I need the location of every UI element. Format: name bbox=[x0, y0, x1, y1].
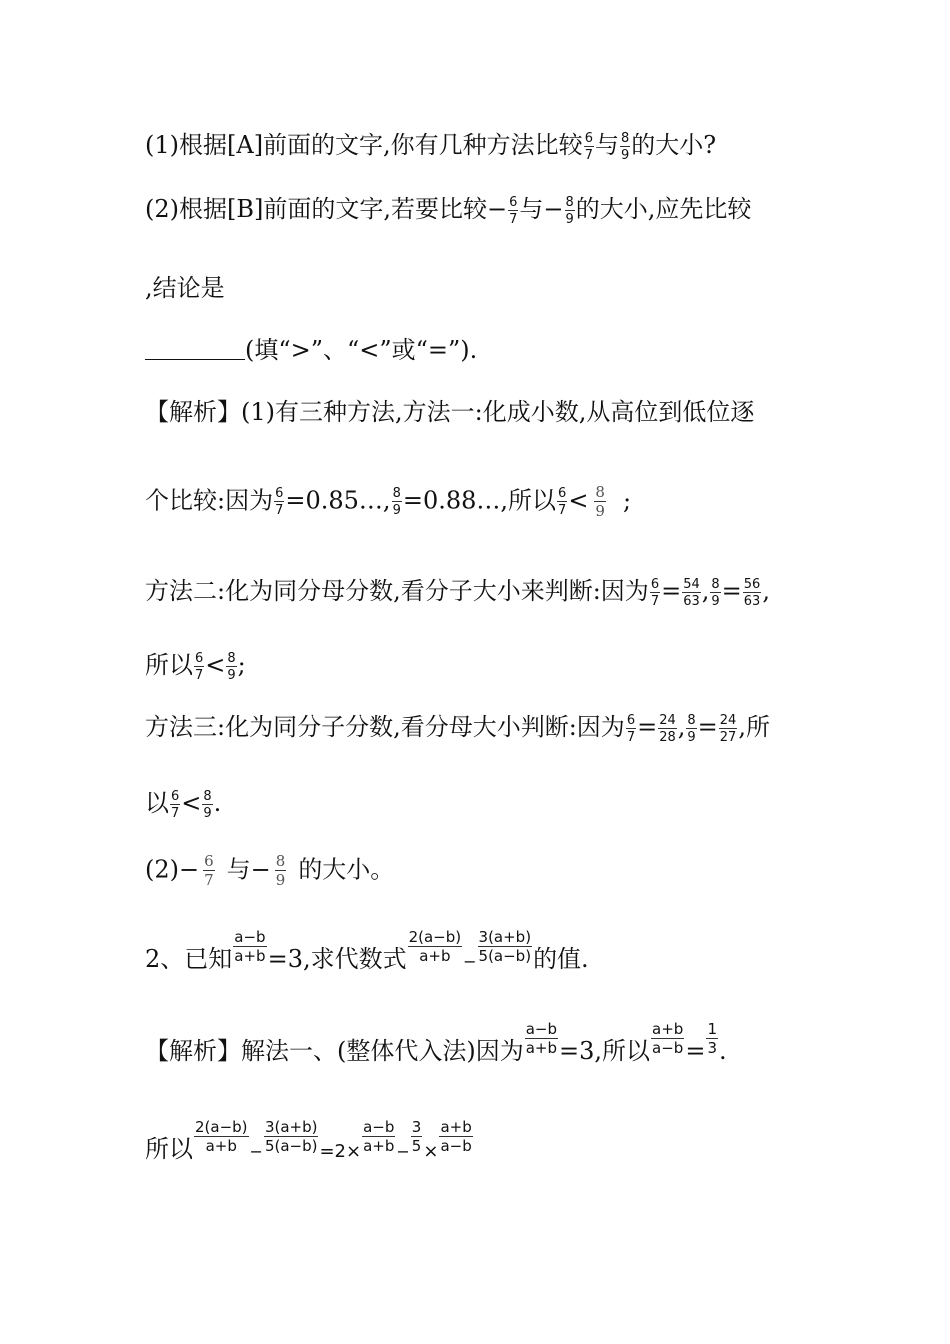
solution1-line1: 【解析】(1)有三种方法,方法一:化成小数,从高位到低位逐 bbox=[145, 398, 755, 426]
q1-fill-in bbox=[145, 335, 477, 365]
text: ; bbox=[622, 486, 632, 515]
denominator: 3 bbox=[707, 1039, 717, 1057]
numerator: 8 bbox=[595, 483, 605, 501]
fraction bbox=[392, 487, 402, 517]
numerator: a−b bbox=[363, 1118, 395, 1136]
numerator: 24 bbox=[659, 712, 676, 728]
numerator: 8 bbox=[275, 852, 286, 870]
text: 个比较:因为 bbox=[145, 486, 274, 515]
fraction bbox=[411, 1120, 423, 1154]
text: . bbox=[213, 789, 222, 817]
denominator: 9 bbox=[275, 871, 286, 889]
numerator: a−b bbox=[234, 928, 266, 946]
numerator: 6 bbox=[171, 788, 180, 804]
denominator: 9 bbox=[687, 729, 696, 745]
answer-blank[interactable] bbox=[145, 337, 245, 360]
denominator: 7 bbox=[584, 147, 593, 163]
numerator: 1 bbox=[707, 1020, 717, 1038]
numerator: 56 bbox=[743, 576, 761, 592]
fraction bbox=[233, 930, 266, 964]
numerator: 6 bbox=[204, 852, 214, 870]
numerator: 6 bbox=[275, 486, 284, 501]
text: =3,所以 bbox=[559, 1037, 651, 1065]
fraction bbox=[203, 854, 215, 888]
fraction bbox=[525, 1022, 558, 1056]
fraction bbox=[594, 485, 606, 519]
numerator: 6 bbox=[195, 650, 204, 666]
fraction bbox=[226, 652, 236, 682]
solution2-line2 bbox=[145, 1120, 474, 1167]
numerator: 54 bbox=[683, 576, 700, 592]
text: 以 bbox=[145, 789, 169, 817]
fraction bbox=[202, 790, 212, 820]
numerator: 8 bbox=[392, 486, 401, 501]
text: = bbox=[661, 577, 682, 605]
numerator: 3(a+b) bbox=[264, 1118, 318, 1136]
fraction bbox=[682, 578, 701, 608]
text: 与− bbox=[226, 855, 271, 884]
denominator: 7 bbox=[275, 503, 284, 518]
text: =0.88…,所以 bbox=[402, 486, 557, 515]
text: ,所 bbox=[738, 713, 770, 741]
text: < bbox=[181, 789, 202, 817]
fraction bbox=[584, 132, 594, 162]
fraction bbox=[408, 930, 463, 964]
q1-part2-continuation: ,结论是 bbox=[145, 274, 225, 302]
denominator: 28 bbox=[659, 729, 676, 745]
numerator: 3 bbox=[411, 1118, 422, 1136]
denominator: 9 bbox=[620, 147, 630, 163]
denominator: a−b bbox=[652, 1039, 684, 1057]
solution1-line5 bbox=[145, 712, 770, 744]
text: − bbox=[543, 195, 564, 223]
denominator: 7 bbox=[626, 729, 636, 745]
denominator: a+b bbox=[525, 1039, 558, 1057]
fraction bbox=[658, 714, 677, 744]
denominator: 7 bbox=[558, 503, 567, 518]
fraction bbox=[194, 652, 204, 682]
text: =2× bbox=[319, 1141, 362, 1162]
text: = bbox=[721, 577, 742, 605]
denominator: 7 bbox=[650, 593, 660, 609]
numerator: 8 bbox=[711, 576, 720, 592]
text: , bbox=[677, 713, 686, 741]
text: × bbox=[423, 1141, 439, 1162]
text: 所以 bbox=[145, 651, 193, 679]
numerator: 8 bbox=[687, 712, 696, 728]
numerator: a+b bbox=[440, 1118, 472, 1136]
fraction bbox=[362, 1120, 395, 1154]
denominator: 5(a−b) bbox=[478, 947, 532, 965]
text: =3,求代数式 bbox=[267, 945, 407, 973]
denominator: 7 bbox=[204, 871, 214, 889]
text: − bbox=[463, 952, 477, 971]
numerator: 8 bbox=[565, 194, 574, 210]
denominator: 9 bbox=[565, 211, 574, 227]
text: 方法三:化为同分子分数,看分母大小判断:因为 bbox=[145, 713, 625, 741]
solution1-line4 bbox=[145, 650, 246, 682]
denominator: 5(a−b) bbox=[264, 1137, 318, 1155]
text: − bbox=[396, 1142, 410, 1161]
denominator: 7 bbox=[509, 211, 518, 227]
denominator: a+b bbox=[234, 947, 266, 965]
fraction bbox=[626, 714, 636, 744]
denominator: a+b bbox=[205, 1137, 237, 1155]
fraction bbox=[508, 196, 518, 226]
text: 2、已知 bbox=[145, 945, 233, 973]
q2 bbox=[145, 930, 589, 977]
text: = bbox=[685, 1037, 706, 1065]
fraction bbox=[686, 714, 696, 744]
text: < bbox=[205, 651, 226, 679]
numerator: a+b bbox=[652, 1020, 684, 1038]
numerator: 6 bbox=[650, 576, 660, 592]
numerator: 2(a−b) bbox=[408, 928, 462, 946]
text: 的大小? bbox=[631, 131, 717, 159]
numerator: 6 bbox=[509, 194, 518, 210]
numerator: a−b bbox=[525, 1020, 558, 1038]
fraction bbox=[706, 1022, 718, 1056]
fraction bbox=[743, 578, 762, 608]
fraction bbox=[478, 930, 533, 964]
numerator: 2(a−b) bbox=[195, 1118, 248, 1136]
text: , bbox=[762, 577, 770, 605]
solution1-line2 bbox=[145, 485, 631, 519]
fill-instruction: (填“>”、“<”或“=”). bbox=[245, 336, 478, 364]
text: 的大小。 bbox=[298, 855, 395, 884]
q1-part1-text: (1)根据[A]前面的文字,你有几种方法比较 bbox=[145, 131, 583, 159]
text: 【解析】解法一、(整体代入法)因为 bbox=[145, 1037, 524, 1065]
text: − bbox=[249, 1142, 263, 1161]
fraction bbox=[650, 578, 660, 608]
fraction bbox=[719, 714, 738, 744]
denominator: 9 bbox=[711, 593, 720, 609]
denominator: 7 bbox=[171, 805, 180, 821]
denominator: a+b bbox=[363, 1137, 395, 1155]
denominator: 27 bbox=[719, 729, 737, 745]
fraction bbox=[710, 578, 720, 608]
text: < bbox=[568, 486, 589, 515]
fraction bbox=[264, 1120, 319, 1154]
text: , bbox=[701, 577, 710, 605]
fraction bbox=[275, 854, 287, 888]
fraction bbox=[651, 1022, 684, 1056]
denominator: 63 bbox=[743, 593, 761, 609]
text: =0.85…, bbox=[285, 486, 391, 515]
numerator: 3(a+b) bbox=[478, 928, 532, 946]
solution1-line7 bbox=[145, 854, 394, 888]
text: . bbox=[719, 1037, 727, 1065]
q1-part2-text: (2)根据[B]前面的文字,若要比较 bbox=[145, 195, 487, 223]
fraction bbox=[194, 1120, 249, 1154]
text: 与 bbox=[594, 131, 619, 159]
text: 与 bbox=[519, 195, 544, 223]
text: ; bbox=[237, 651, 246, 679]
denominator: 9 bbox=[203, 805, 212, 821]
denominator: a+b bbox=[419, 947, 451, 965]
numerator: 8 bbox=[620, 130, 630, 146]
fraction bbox=[620, 132, 630, 162]
solution2-line1 bbox=[145, 1022, 727, 1066]
numerator: 8 bbox=[227, 650, 236, 666]
q1-part2 bbox=[145, 194, 751, 226]
fraction bbox=[565, 196, 575, 226]
numerator: 6 bbox=[626, 712, 636, 728]
numerator: 24 bbox=[719, 712, 737, 728]
denominator: 63 bbox=[683, 593, 700, 609]
text: 所以 bbox=[145, 1135, 193, 1163]
fraction bbox=[274, 487, 284, 517]
numerator: 6 bbox=[584, 130, 593, 146]
fraction bbox=[170, 790, 180, 820]
text: 的值. bbox=[533, 945, 589, 973]
denominator: a−b bbox=[440, 1137, 472, 1155]
fraction bbox=[557, 487, 567, 517]
denominator: 9 bbox=[595, 502, 605, 520]
solution1-line3 bbox=[145, 576, 770, 608]
text: = bbox=[637, 713, 658, 741]
denominator: 7 bbox=[195, 667, 204, 683]
text: (2)− bbox=[145, 855, 200, 884]
q1-part1 bbox=[145, 130, 716, 162]
denominator: 5 bbox=[411, 1137, 422, 1155]
denominator: 9 bbox=[392, 503, 401, 518]
numerator: 8 bbox=[203, 788, 212, 804]
text: = bbox=[697, 713, 718, 741]
fraction bbox=[439, 1120, 472, 1154]
numerator: 6 bbox=[558, 486, 567, 501]
text: 的大小,应先比较 bbox=[575, 195, 752, 223]
text: − bbox=[487, 195, 508, 223]
denominator: 9 bbox=[227, 667, 236, 683]
text: 方法二:化为同分母分数,看分子大小来判断:因为 bbox=[145, 577, 649, 605]
solution1-line6 bbox=[145, 788, 221, 820]
